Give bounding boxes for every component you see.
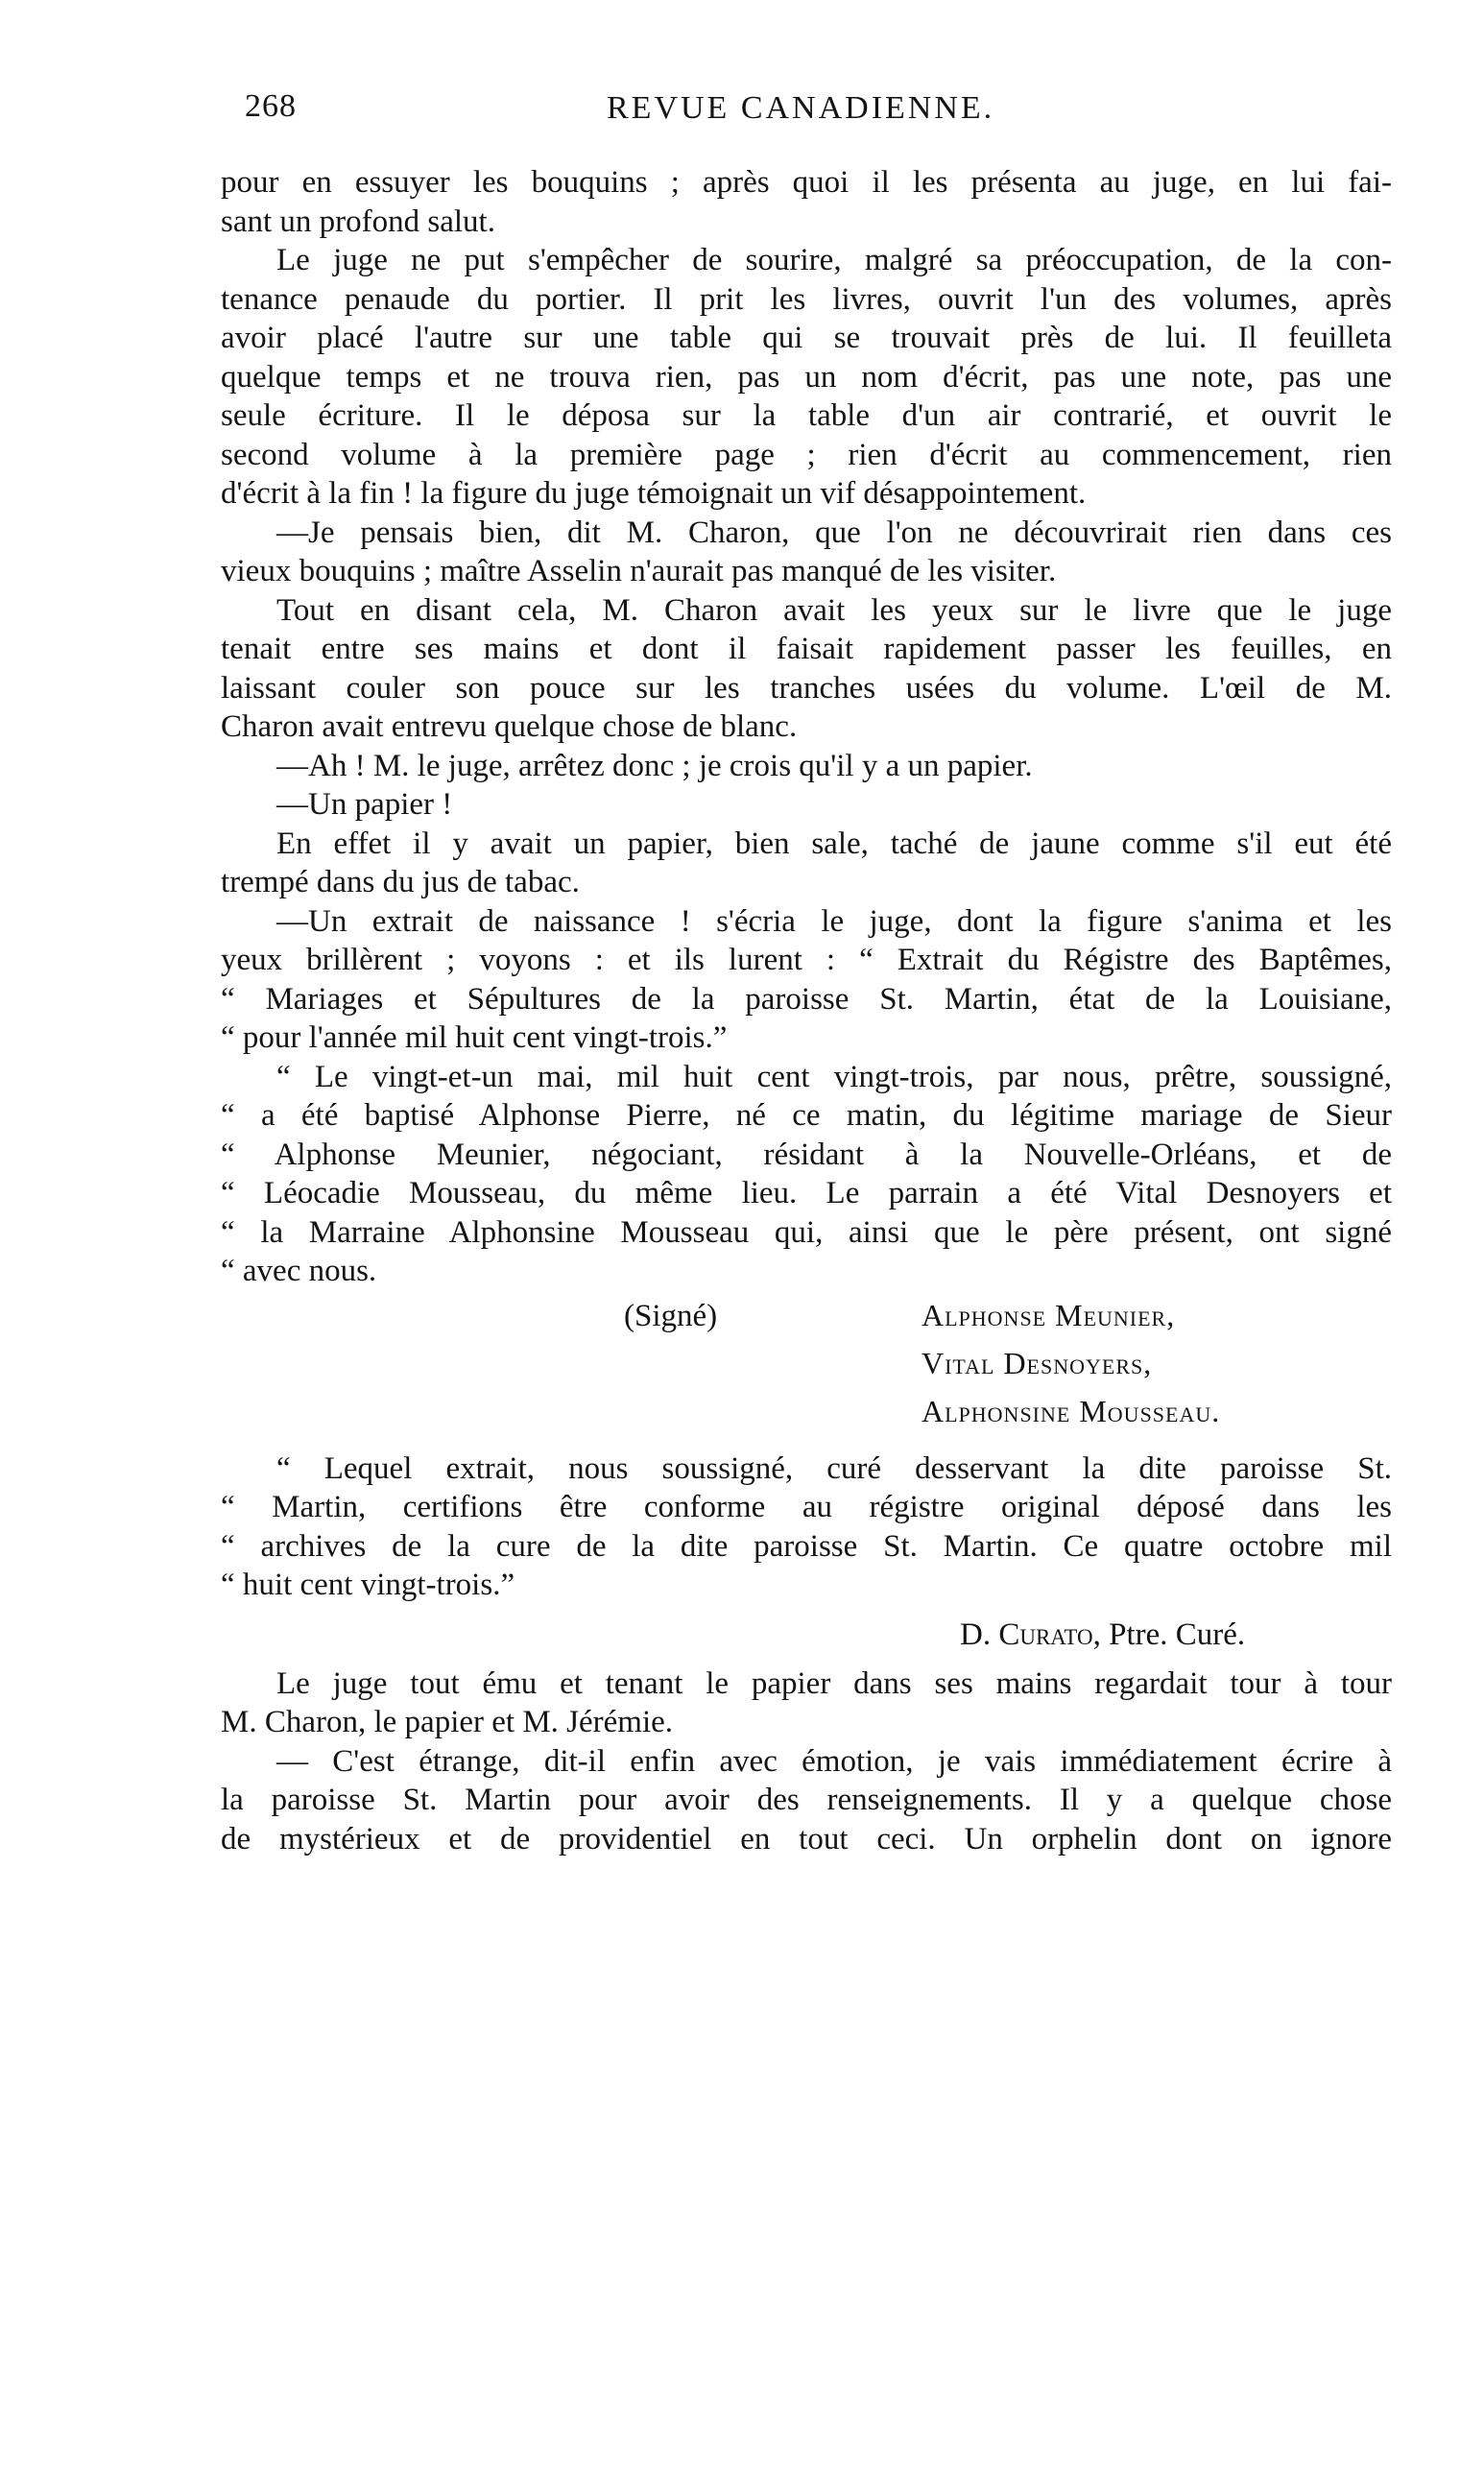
- text-line: —Un extrait de naissance ! s'écria le juge, dont la figure s'anima et les: [276, 903, 1392, 939]
- text-line: seule écriture. Il le déposa sur la table d'un air contrarié, et ouvrit le: [221, 398, 1392, 433]
- signe-label: (Signé): [624, 1298, 718, 1333]
- text-line: Le juge ne put s'empêcher de sourire, malgré sa préoccupation, de la con-: [276, 243, 1392, 277]
- text-line: “ huit cent vingt-trois.”: [221, 1568, 515, 1602]
- page-header: [245, 88, 1387, 146]
- cure-initial: D.: [960, 1617, 992, 1652]
- text-line: —Ah ! M. le juge, arrêtez donc ; je crois qu'il y a un papier.: [276, 748, 1033, 783]
- text-line: tenait entre ses mains et dont il faisait rapidement passer les feuilles, en: [221, 632, 1392, 666]
- page-number: 268: [245, 88, 297, 124]
- cure-title: , Ptre. Curé.: [1092, 1617, 1246, 1652]
- cure-signature: [221, 1605, 1392, 1665]
- text-line: quelque temps et ne trouva rien, pas un nom d'écrit, pas une note, pas une: [221, 359, 1392, 395]
- cure-name: Curato: [998, 1617, 1093, 1652]
- text-line: “ Martin, certifions être conforme au régistre original déposé dans les: [221, 1490, 1392, 1524]
- text-line: —Un papier !: [276, 787, 453, 822]
- text-line: “ Le vingt-et-un mai, mil huit cent vingt-trois, par nous, prêtre, soussigné,: [276, 1059, 1392, 1094]
- text-line: “ Lequel extrait, nous soussigné, curé desservant la dite paroisse St.: [276, 1450, 1392, 1486]
- text-line: yeux brillèrent ; voyons : et ils lurent : “ Extrait du Régistre des Baptêmes,: [221, 943, 1392, 977]
- text-line: d'écrit à la fin ! la figure du juge témoignait un vif désappointement.: [221, 476, 1087, 511]
- text-line: “ la Marraine Alphonsine Mousseau qui, ainsi que le père présent, ont signé: [221, 1214, 1392, 1250]
- signatory-list: [922, 1291, 1220, 1435]
- text-line: Charon avait entrevu quelque chose de blanc.: [221, 709, 798, 744]
- text-line: avoir placé l'autre sur une table qui se trouvait près de lui. Il feuilleta: [221, 321, 1392, 355]
- text-line: Tout en disant cela, M. Charon avait les yeux sur le livre que le juge: [276, 592, 1392, 628]
- body-text: [221, 163, 1392, 1858]
- text-line: —Je pensais bien, dit M. Charon, que l'on ne découvrirait rien dans ces: [276, 515, 1392, 550]
- text-line: de mystérieux et de providentiel en tout ceci. Un orphelin dont on ignore: [221, 1821, 1392, 1856]
- signatory-name: Alphonsine Mousseau.: [922, 1393, 1221, 1428]
- text-line: second volume à la première page ; rien d'écrit au commencement, rien: [221, 437, 1392, 472]
- text-line: Le juge tout ému et tenant le papier dans ses mains regardait tour à tour: [276, 1665, 1392, 1701]
- text-line: — C'est étrange, dit-il enfin avec émotion, je vais immédiatement écrire à: [276, 1743, 1392, 1779]
- text-line: En effet il y avait un papier, bien sale, taché de jaune comme s'il eut été: [276, 826, 1392, 861]
- text-line: “ a été baptisé Alphonse Pierre, né ce matin, du légitime mariage de Sieur: [221, 1098, 1392, 1133]
- text-line: la paroisse St. Martin pour avoir des renseignements. Il y a quelque chose: [221, 1783, 1392, 1817]
- text-line: “ Alphonse Meunier, négociant, résidant à la Nouvelle-Orléans, et de: [221, 1137, 1392, 1172]
- text-line: trempé dans du jus de tabac.: [221, 865, 580, 899]
- signatory-name: Alphonse Meunier,: [922, 1297, 1176, 1332]
- text-line: “ pour l'année mil huit cent vingt-trois.”: [221, 1020, 728, 1055]
- text-line: sant un profond salut.: [221, 204, 495, 239]
- text-line: tenance penaude du portier. Il prit les livres, ouvrit l'un des volumes, après: [221, 281, 1392, 317]
- text-line: “ Léocadie Mousseau, du même lieu. Le parrain a été Vital Desnoyers et: [221, 1176, 1392, 1210]
- text-line: “ Mariages et Sépultures de la paroisse St. Martin, état de la Louisiane,: [221, 981, 1392, 1017]
- text-line: M. Charon, le papier et M. Jérémie.: [221, 1705, 674, 1739]
- text-line: laissant couler son pouce sur les tranches usées du volume. L'œil de M.: [221, 670, 1392, 706]
- text-line: vieux bouquins ; maître Asselin n'aurait pas manqué de les visiter.: [221, 554, 1057, 588]
- running-head: REVUE CANADIENNE.: [607, 90, 995, 126]
- text-line: “ archives de la cure de la dite paroisse St. Martin. Ce quatre octobre mil: [221, 1528, 1392, 1564]
- signature-block: [221, 1291, 1392, 1449]
- signatory-name: Vital Desnoyers,: [922, 1345, 1153, 1380]
- text-line: pour en essuyer les bouquins ; après quoi il les présenta au juge, en lui fai-: [221, 165, 1392, 200]
- text-line: “ avec nous.: [221, 1254, 377, 1288]
